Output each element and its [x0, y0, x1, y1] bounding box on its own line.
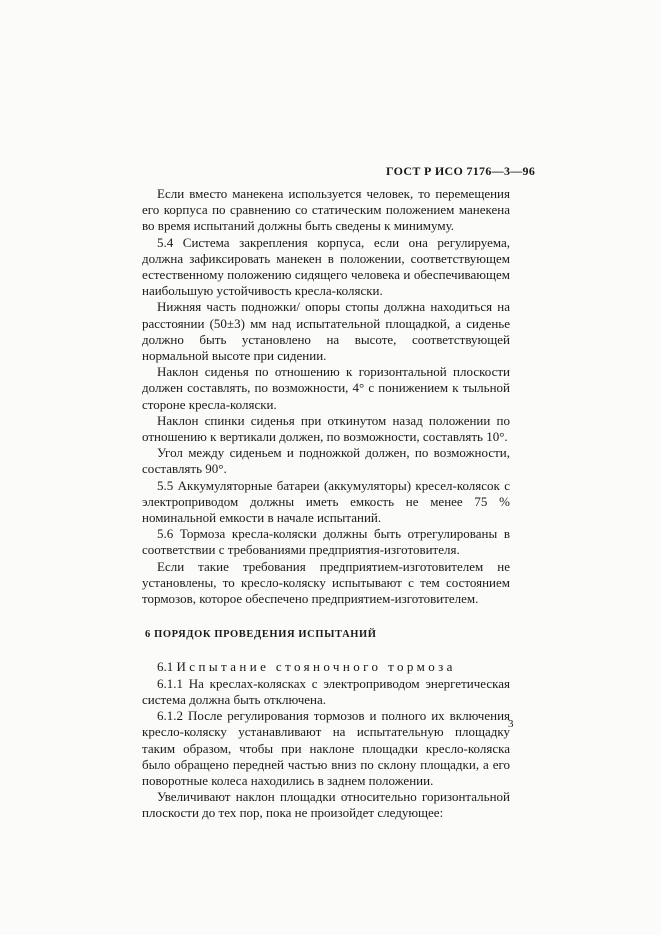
paragraph: Если такие требования предприятием-изготовителем не установлены, то кресло-коляску испытывают с тем состоянием тормозов, которое обеспечено предприятием-изготовителем.: [142, 558, 510, 607]
document-header: ГОСТ Р ИСО 7176—3—96: [386, 164, 536, 178]
paragraph: Если вместо манекена используется человек, то перемещения его корпуса по сравнению со статическим положением манекена во время испытаний должны быть сведены к минимуму.: [142, 186, 510, 234]
section-heading: 6 ПОРЯДОК ПРОВЕДЕНИЯ ИСПЫТАНИЙ: [145, 629, 377, 641]
paragraph: Нижняя часть подножки/ опоры стопы должна находиться на расстоянии (50±3) мм над испытательной площадкой, а сиденье должно быть установлено на высоте, соответствующей нормальной высоте при сидении.: [142, 299, 510, 364]
paragraph: Увеличивают наклон площадки относительно горизонтальной плоскости до тех пор, пока не произойдет следующее:: [142, 789, 510, 821]
subsection-number: 6.1: [157, 659, 174, 675]
subsection-heading: [142, 659, 510, 675]
paragraph: 5.6 Тормоза кресла-коляски должны быть отрегулированы в соответствии с требованиями предприятия-изготовителя.: [142, 526, 510, 558]
paragraph: Наклон спинки сиденья при откинутом назад положении по отношению к вертикали должен, по возможности, составлять 10°.: [142, 412, 510, 445]
paragraph: 6.1.1 На креслах-колясках с электроприводом энергетическая система должна быть отключена.: [142, 675, 510, 707]
paragraph: Угол между сиденьем и подножкой должен, по возможности, составлять 90°.: [142, 445, 510, 477]
paragraph: Наклон сиденья по отношению к горизонтальной плоскости должен составлять, по возможности, 4° с понижением к тыльной стороне кресла-коляски.: [142, 364, 510, 412]
page-number: 3: [508, 718, 514, 730]
page-content: [142, 186, 510, 822]
subsection-title: Испытание стояночного тормоза: [176, 659, 456, 675]
paragraph: 5.4 Система закрепления корпуса, если она регулируема, должна зафиксировать манекен в положении, соответствующем естественному положению сидящего человека и обеспечивающем наибольшую устойчивость кресла-коляски.: [142, 234, 510, 299]
paragraph: 6.1.2 После регулирования тормозов и полного их включения кресло-коляску устанавливают на испытательную площадку таким образом, чтобы при наклоне площадки кресло-коляска было обращено передней частью вниз по склону площадки, а его поворотные колеса находились в заднем положении.: [142, 708, 510, 788]
paragraph: 5.5 Аккумуляторные батареи (аккумуляторы) кресел-колясок с электроприводом должны иметь емкость не менее 75 % номинальной емкости в начале испытаний.: [142, 477, 510, 526]
